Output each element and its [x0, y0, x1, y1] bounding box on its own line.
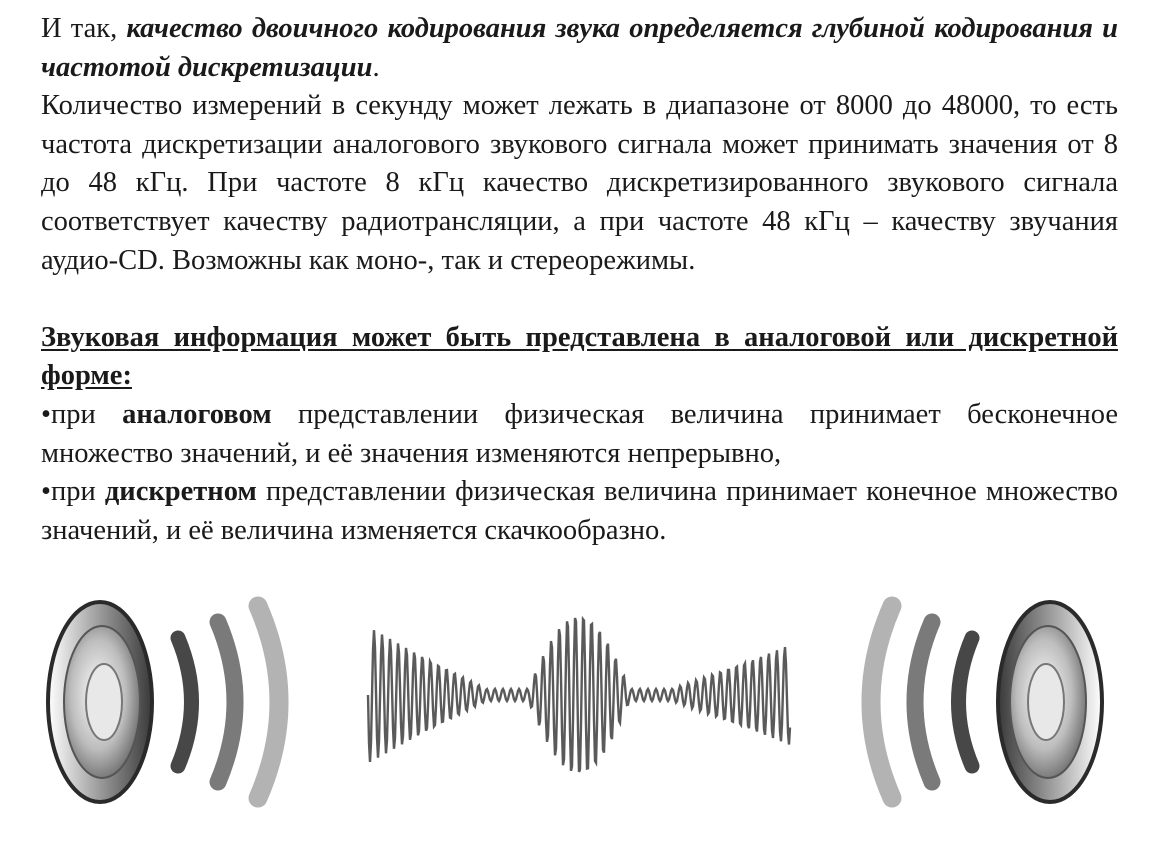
bullet-term-analog: аналоговом — [122, 398, 272, 430]
paragraph-spacer — [41, 280, 1118, 319]
sampling-paragraph: Количество измерений в секунду может лежать в диапазоне от 8000 до 48000, то есть частота дискретизации аналогового звукового сигнала может принимать значения от 8 до 48 кГц. При частоте 8 кГц качество дискретизированного звукового сигнала соответствует качеству радиотрансляции, а при частоте 48 кГц – качеству звучания аудио-CD. Возможны как моно-, так и стереорежимы. — [41, 90, 1118, 276]
sound-illustration — [0, 590, 1150, 820]
intro-suffix: . — [372, 51, 380, 83]
forms-heading: Звуковая информация может быть представлена в аналоговой или дискретной форме: — [41, 321, 1118, 392]
intro-emphasis: качество двоичного кодирования звука определяется глубиной кодирования и частотой дискретизации — [41, 13, 1118, 83]
bullet-analog — [41, 396, 1118, 473]
sound-waveform-icon — [368, 618, 790, 772]
document-text — [41, 10, 1118, 550]
speaker-right-icon — [871, 602, 1102, 802]
speaker-left-icon — [48, 602, 279, 802]
intro-paragraph — [41, 10, 1118, 87]
bullet-term-discrete: дискретном — [104, 476, 257, 508]
intro-prefix: И так, — [41, 13, 127, 44]
bullet-discrete — [41, 473, 1118, 550]
bullet-rest: представлении физическая величина принимает бесконечное множество значений, и её значения изменяются непрерывно, — [41, 398, 1118, 469]
bullet-rest: представлении физическая величина принимает конечное множество значений, и её величина изменяется скачкообразно. — [41, 476, 1118, 546]
bullet-lead: •при — [41, 398, 123, 430]
bullet-lead: •при — [41, 476, 105, 508]
